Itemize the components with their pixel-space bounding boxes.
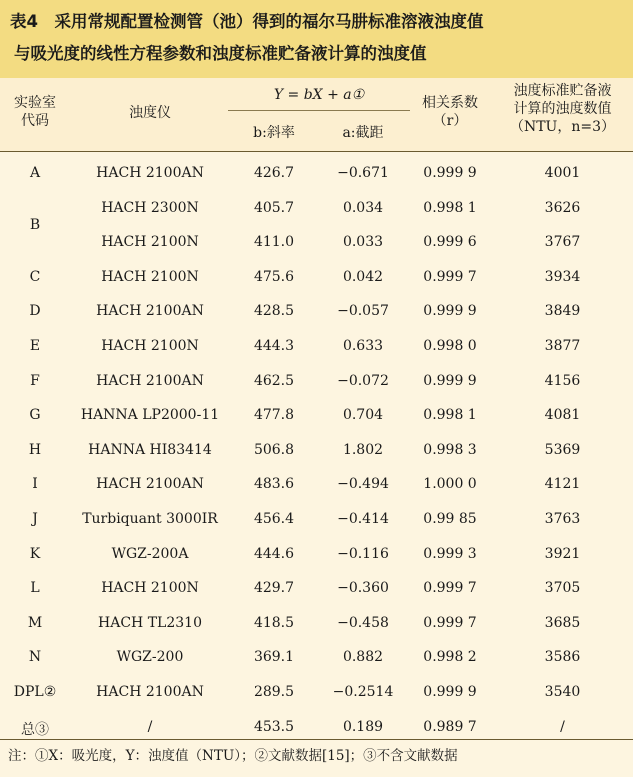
cell-a: 1.802: [342, 441, 384, 458]
cell-a: −0.494: [337, 476, 389, 493]
cell-t: 4121: [544, 476, 581, 493]
cell-t: 3705: [544, 580, 581, 597]
table-row: [0, 157, 633, 192]
table-row: [0, 607, 633, 642]
table-header: [0, 78, 633, 151]
cell-a: −0.360: [337, 580, 389, 597]
cell-r: 0.998 1: [423, 407, 477, 424]
table-row: [0, 468, 633, 503]
cell-code: D: [29, 303, 41, 320]
cell-code: J: [32, 511, 38, 527]
cell-t: 4001: [544, 165, 581, 181]
cell-b: 483.6: [253, 476, 295, 493]
cell-a: −0.458: [337, 614, 389, 631]
table-bottom-rule: [0, 739, 633, 740]
table-title: [0, 0, 633, 78]
cell-t: 4081: [544, 407, 581, 424]
table-title-line1: 表4 采用常规配置检测管（池）得到的福尔马肼标准溶液浊度值: [10, 12, 484, 31]
cell-b: 289.5: [253, 684, 295, 700]
cell-instrument: HACH 2100N: [101, 338, 199, 354]
cell-code: A: [29, 165, 41, 181]
cell-code: E: [29, 338, 41, 354]
row-code-b: B: [29, 217, 41, 233]
cell-r: 0.989 7: [423, 718, 477, 735]
table-row: [0, 192, 633, 227]
header-subrule: [228, 110, 410, 111]
cell-code: C: [29, 268, 41, 285]
cell-a: −0.116: [337, 545, 389, 562]
cell-code: I: [32, 476, 38, 493]
cell-t: 3849: [544, 303, 581, 320]
cell-r: 0.999 7: [423, 268, 477, 285]
header-lab-code: 实验室 代码: [14, 95, 56, 129]
cell-t: 4156: [544, 372, 581, 389]
cell-a: 0.042: [342, 268, 384, 285]
cell-r: 0.999 9: [423, 372, 477, 389]
table-row: [0, 261, 633, 296]
cell-code: 总③: [21, 721, 49, 738]
cell-t: 3767: [544, 234, 581, 251]
cell-a: −0.671: [337, 165, 389, 181]
cell-instrument: HACH 2100N: [101, 234, 199, 251]
cell-a: 0.189: [342, 718, 384, 735]
cell-r: 0.998 3: [423, 441, 477, 458]
table-row: [0, 572, 633, 607]
cell-b: 426.7: [253, 165, 295, 181]
cell-instrument: HACH 2100AN: [96, 476, 204, 493]
cell-t: 3877: [544, 338, 581, 354]
cell-a: 0.033: [342, 234, 384, 251]
cell-instrument: HACH 2300N: [101, 199, 199, 216]
cell-instrument: HACH 2100AN: [96, 372, 204, 389]
cell-code: DPL②: [13, 684, 57, 700]
cell-b: 477.8: [253, 407, 295, 424]
cell-b: 475.6: [253, 268, 295, 285]
cell-instrument: WGZ-200A: [111, 545, 189, 562]
cell-t: 3921: [544, 545, 581, 562]
cell-code: L: [30, 580, 40, 597]
cell-t: 3934: [544, 268, 581, 285]
cell-r: 0.999 7: [423, 614, 477, 631]
cell-b: 462.5: [253, 372, 295, 389]
cell-r: 0.99 85: [423, 511, 477, 527]
cell-code: M: [27, 614, 43, 631]
cell-a: −0.057: [337, 303, 389, 320]
cell-r: 0.999 9: [423, 165, 477, 181]
cell-instrument: HACH 2100AN: [96, 165, 204, 181]
table-row: [0, 226, 633, 261]
cell-code: H: [28, 441, 42, 458]
cell-code: K: [29, 545, 41, 562]
cell-b: 428.5: [253, 303, 295, 320]
table-row: [0, 399, 633, 434]
cell-b: 453.5: [253, 718, 295, 735]
cell-t: 3626: [544, 199, 581, 216]
cell-instrument: WGZ-200: [116, 649, 184, 666]
cell-r: 0.998 1: [423, 199, 477, 216]
header-correlation: 相关系数 （r）: [422, 95, 478, 129]
cell-t: /: [560, 718, 565, 735]
cell-t: 3540: [544, 684, 581, 700]
cell-b: 506.8: [253, 441, 295, 458]
cell-instrument: Turbiquant 3000IR: [82, 511, 218, 527]
cell-t: 5369: [544, 441, 581, 458]
cell-instrument: /: [147, 718, 153, 735]
cell-b: 411.0: [253, 234, 295, 251]
cell-b: 444.6: [253, 545, 295, 562]
cell-a: −0.2514: [332, 684, 394, 700]
table-row: [0, 434, 633, 469]
header-turbidity: 浊度标准贮备液 计算的浊度数值 （NTU，n=3）: [509, 83, 616, 135]
cell-instrument: HACH TL2310: [98, 614, 202, 631]
header-slope: b:斜率: [253, 125, 295, 141]
table-row: [0, 641, 633, 676]
cell-b: 369.1: [253, 649, 295, 666]
table-row: [0, 676, 633, 711]
header-equation: Y = bX + a①: [273, 87, 365, 103]
cell-a: −0.072: [337, 372, 389, 389]
cell-t: 3763: [544, 511, 581, 527]
cell-b: 405.7: [253, 199, 295, 216]
header-instrument: 浊度仪: [129, 105, 171, 121]
cell-r: 0.998 0: [423, 338, 477, 354]
cell-a: 0.704: [342, 407, 384, 424]
cell-r: 1.000 0: [423, 476, 477, 493]
cell-r: 0.999 9: [423, 684, 477, 700]
cell-r: 0.999 3: [423, 545, 477, 562]
cell-t: 3586: [544, 649, 581, 666]
cell-instrument: HACH 2100N: [101, 268, 199, 285]
cell-a: −0.414: [337, 511, 389, 527]
cell-code: G: [29, 407, 41, 424]
cell-instrument: HACH 2100AN: [96, 303, 204, 320]
table-row: [0, 503, 633, 538]
table-row: [0, 295, 633, 330]
cell-code: F: [30, 372, 40, 389]
cell-instrument: HANNA HI83414: [88, 441, 212, 458]
table-note: 注：①X：吸光度，Y：浊度值（NTU）；②文献数据[15]；③不含文献数据: [8, 748, 458, 764]
cell-instrument: HACH 2100N: [101, 580, 199, 597]
table-title-line2: 与吸光度的线性方程参数和浊度标准贮备液计算的浊度值: [14, 44, 427, 63]
cell-b: 429.7: [253, 580, 295, 597]
table-row: [0, 365, 633, 400]
cell-r: 0.999 7: [423, 580, 477, 597]
cell-instrument: HACH 2100AN: [96, 684, 204, 700]
cell-b: 418.5: [253, 614, 295, 631]
table-row: [0, 538, 633, 573]
cell-r: 0.999 9: [423, 303, 477, 320]
cell-b: 456.4: [253, 511, 295, 527]
cell-r: 0.998 2: [423, 649, 477, 666]
cell-t: 3685: [544, 614, 581, 631]
header-intercept: a:截距: [342, 125, 384, 141]
header-bottom-rule: [0, 151, 633, 152]
cell-a: 0.882: [342, 649, 384, 666]
cell-b: 444.3: [253, 338, 295, 354]
cell-a: 0.633: [342, 338, 384, 354]
cell-a: 0.034: [342, 199, 384, 216]
table-row: [0, 330, 633, 365]
cell-r: 0.999 6: [423, 234, 477, 251]
cell-code: N: [28, 649, 42, 666]
cell-instrument: HANNA LP2000-11: [80, 407, 220, 424]
